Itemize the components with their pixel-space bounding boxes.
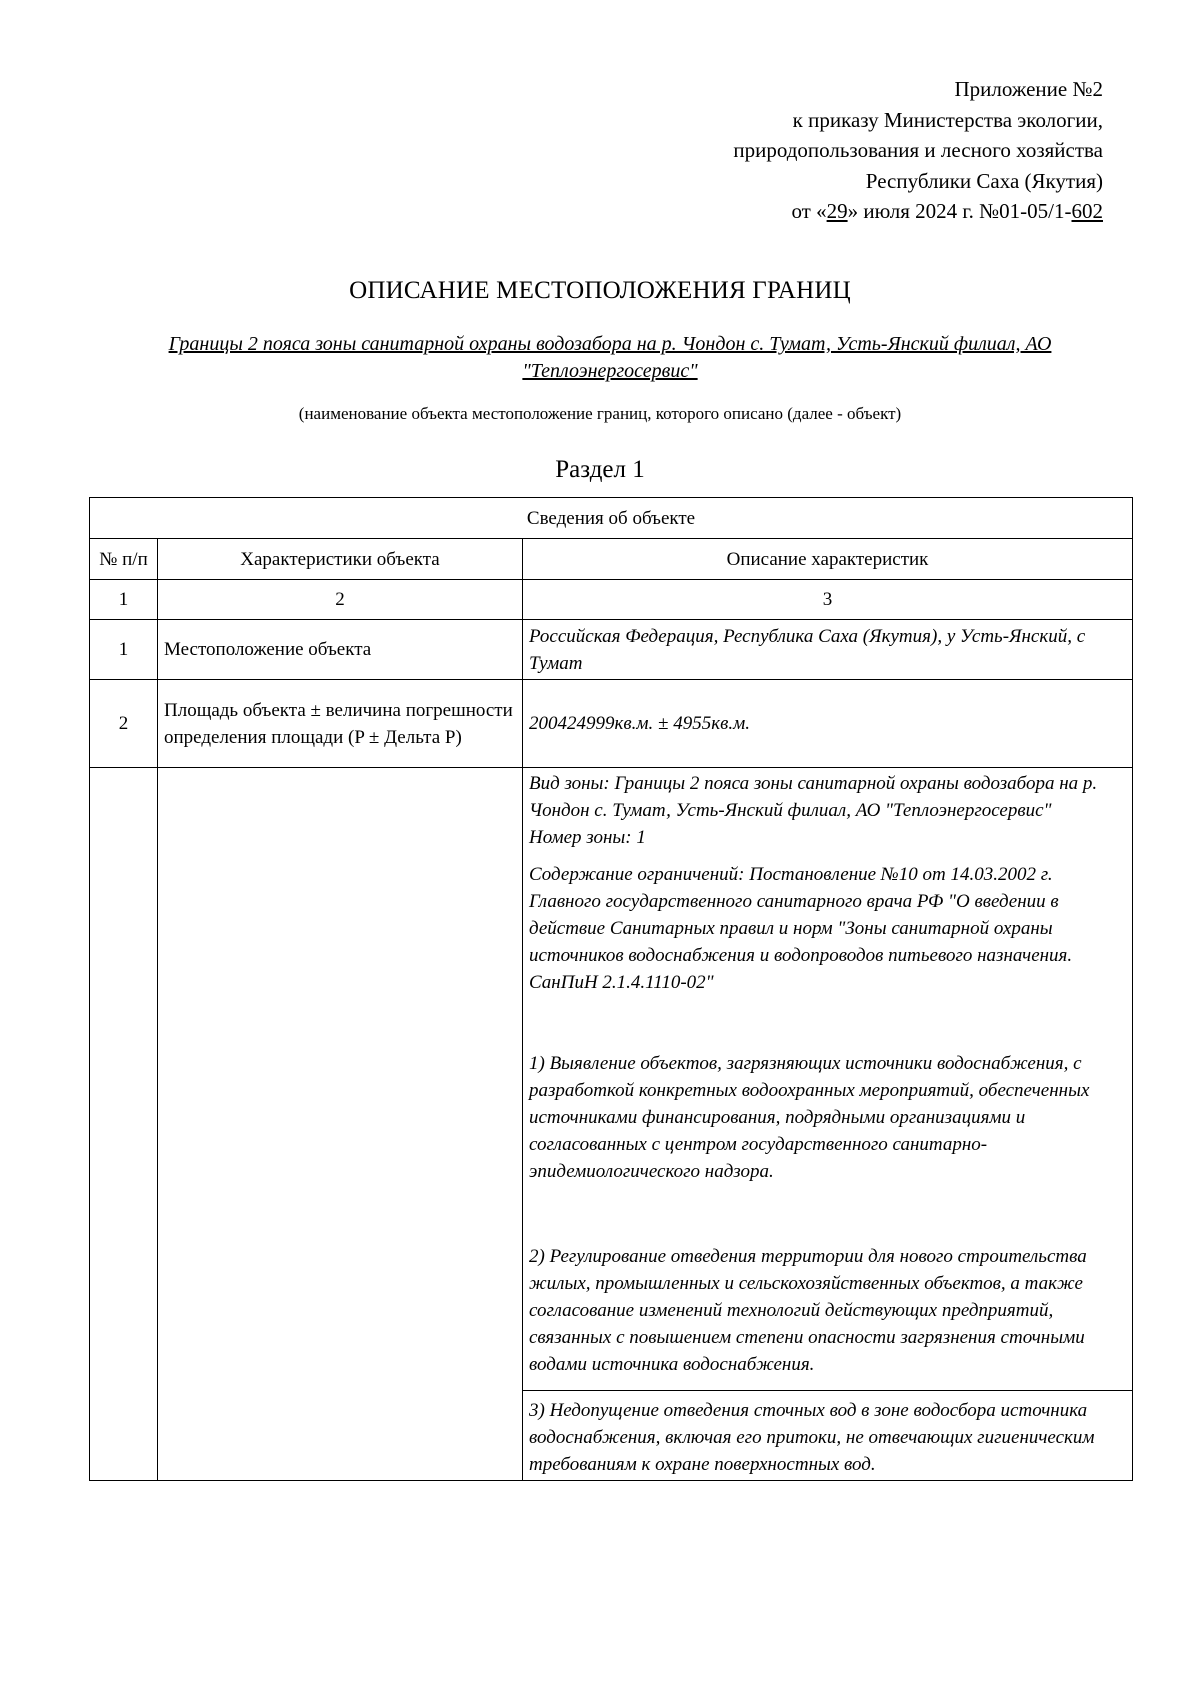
zone-measure-1: 1) Выявление объектов, загрязняющих источники водоснабжения, с разработкой конкретных водоохранных мероприятий, обеспеченных источниками финансирования, подрядными организациями и согласованных с центром государственного санитарно-эпидемиологического надзора. — [529, 1053, 1090, 1182]
section-title: Раздел 1 — [555, 456, 645, 483]
table-row — [90, 620, 1133, 680]
zone-restrictions: Содержание ограничений: Постановление №10 от 14.03.2002 г. Главного государственного санитарного врача РФ "О введении в действие Санитарных правил и норм "Зоны санитарной охраны источников водоснабжения и водопроводов питьевого назначения. СанПиН 2.1.4.1110-02" — [529, 864, 1073, 993]
column-number-3: 3 — [523, 580, 1133, 620]
ministry-line: природопользования и лесного хозяйства — [733, 138, 1103, 162]
table-caption-row — [90, 498, 1133, 539]
zone-measure-2: 2) Регулирование отведения территории для нового строительства жилых, промышленных и сельскохозяйственных объектов, а также согласование изменений технологий действующих предприятий, связанных с повышением степени опасности загрязнения сточными водами источника водоснабжения. — [529, 1246, 1087, 1375]
object-name: Границы 2 пояса зоны санитарной охраны водозабора на р. Чондон с. Тумат, Усть-Янский филиал, АО "Теплоэнергосервис" — [168, 333, 1052, 382]
table-header-row — [90, 539, 1133, 580]
republic-line: Республики Саха (Якутия) — [865, 168, 1103, 193]
order-day: 29 — [826, 199, 848, 223]
zone-measure-3-cell — [523, 1390, 1132, 1478]
header-characteristic: Характеристики объекта — [158, 539, 523, 580]
header-description: Описание характеристик — [523, 539, 1133, 580]
row-description: Российская Федерация, Республика Саха (Якутия), у Усть-Янский, с Тумат — [523, 620, 1133, 680]
page-title: ОПИСАНИЕ МЕСТОПОЛОЖЕНИЯ ГРАНИЦ — [349, 277, 851, 304]
zone-description — [523, 768, 1133, 1481]
zone-measure-3: 3) Недопущение отведения сточных вод в зоне водосбора источника водоснабжения, включая его притоки, не отвечающих гигиеническим требованиям к охране поверхностных вод. — [529, 1400, 1095, 1475]
table-caption: Сведения об объекте — [90, 498, 1133, 539]
document-header — [583, 74, 1103, 227]
zone-kind: Вид зоны: Границы 2 пояса зоны санитарной охраны водозабора на р. Чондон с. Тумат, Усть-Янский филиал, АО "Теплоэнергосервис" — [529, 773, 1098, 821]
order-date-prefix: от « — [791, 199, 827, 223]
zone-row — [90, 768, 1133, 1481]
table-row — [90, 680, 1133, 768]
column-numbers-row — [90, 580, 1133, 620]
zone-characteristic-cell — [158, 768, 523, 1481]
row-num: 1 — [90, 620, 158, 680]
row-characteristic: Местоположение объекта — [158, 620, 523, 680]
column-number-1: 1 — [90, 580, 158, 620]
row-characteristic: Площадь объекта ± величина погрешности определения площади (P ± Дельта P) — [158, 680, 523, 768]
order-reference-line: к приказу Министерства экологии, — [792, 107, 1103, 132]
zone-num-cell — [90, 768, 158, 1481]
order-number: 602 — [1071, 199, 1103, 223]
row-description: 200424999кв.м. ± 4955кв.м. — [523, 680, 1133, 768]
order-date-middle: » июля 2024 г. №01-05/1- — [847, 199, 1072, 223]
zone-number: Номер зоны: 1 — [529, 827, 646, 848]
object-info-table — [89, 497, 1133, 1481]
header-num: № п/п — [90, 539, 158, 580]
object-name-caption: (наименование объекта местоположение границ, которого описано (далее - объект) — [298, 404, 902, 423]
row-num: 2 — [90, 680, 158, 768]
order-date-line — [583, 196, 1103, 227]
column-number-2: 2 — [158, 580, 523, 620]
appendix-title: Приложение №2 — [954, 77, 1103, 101]
